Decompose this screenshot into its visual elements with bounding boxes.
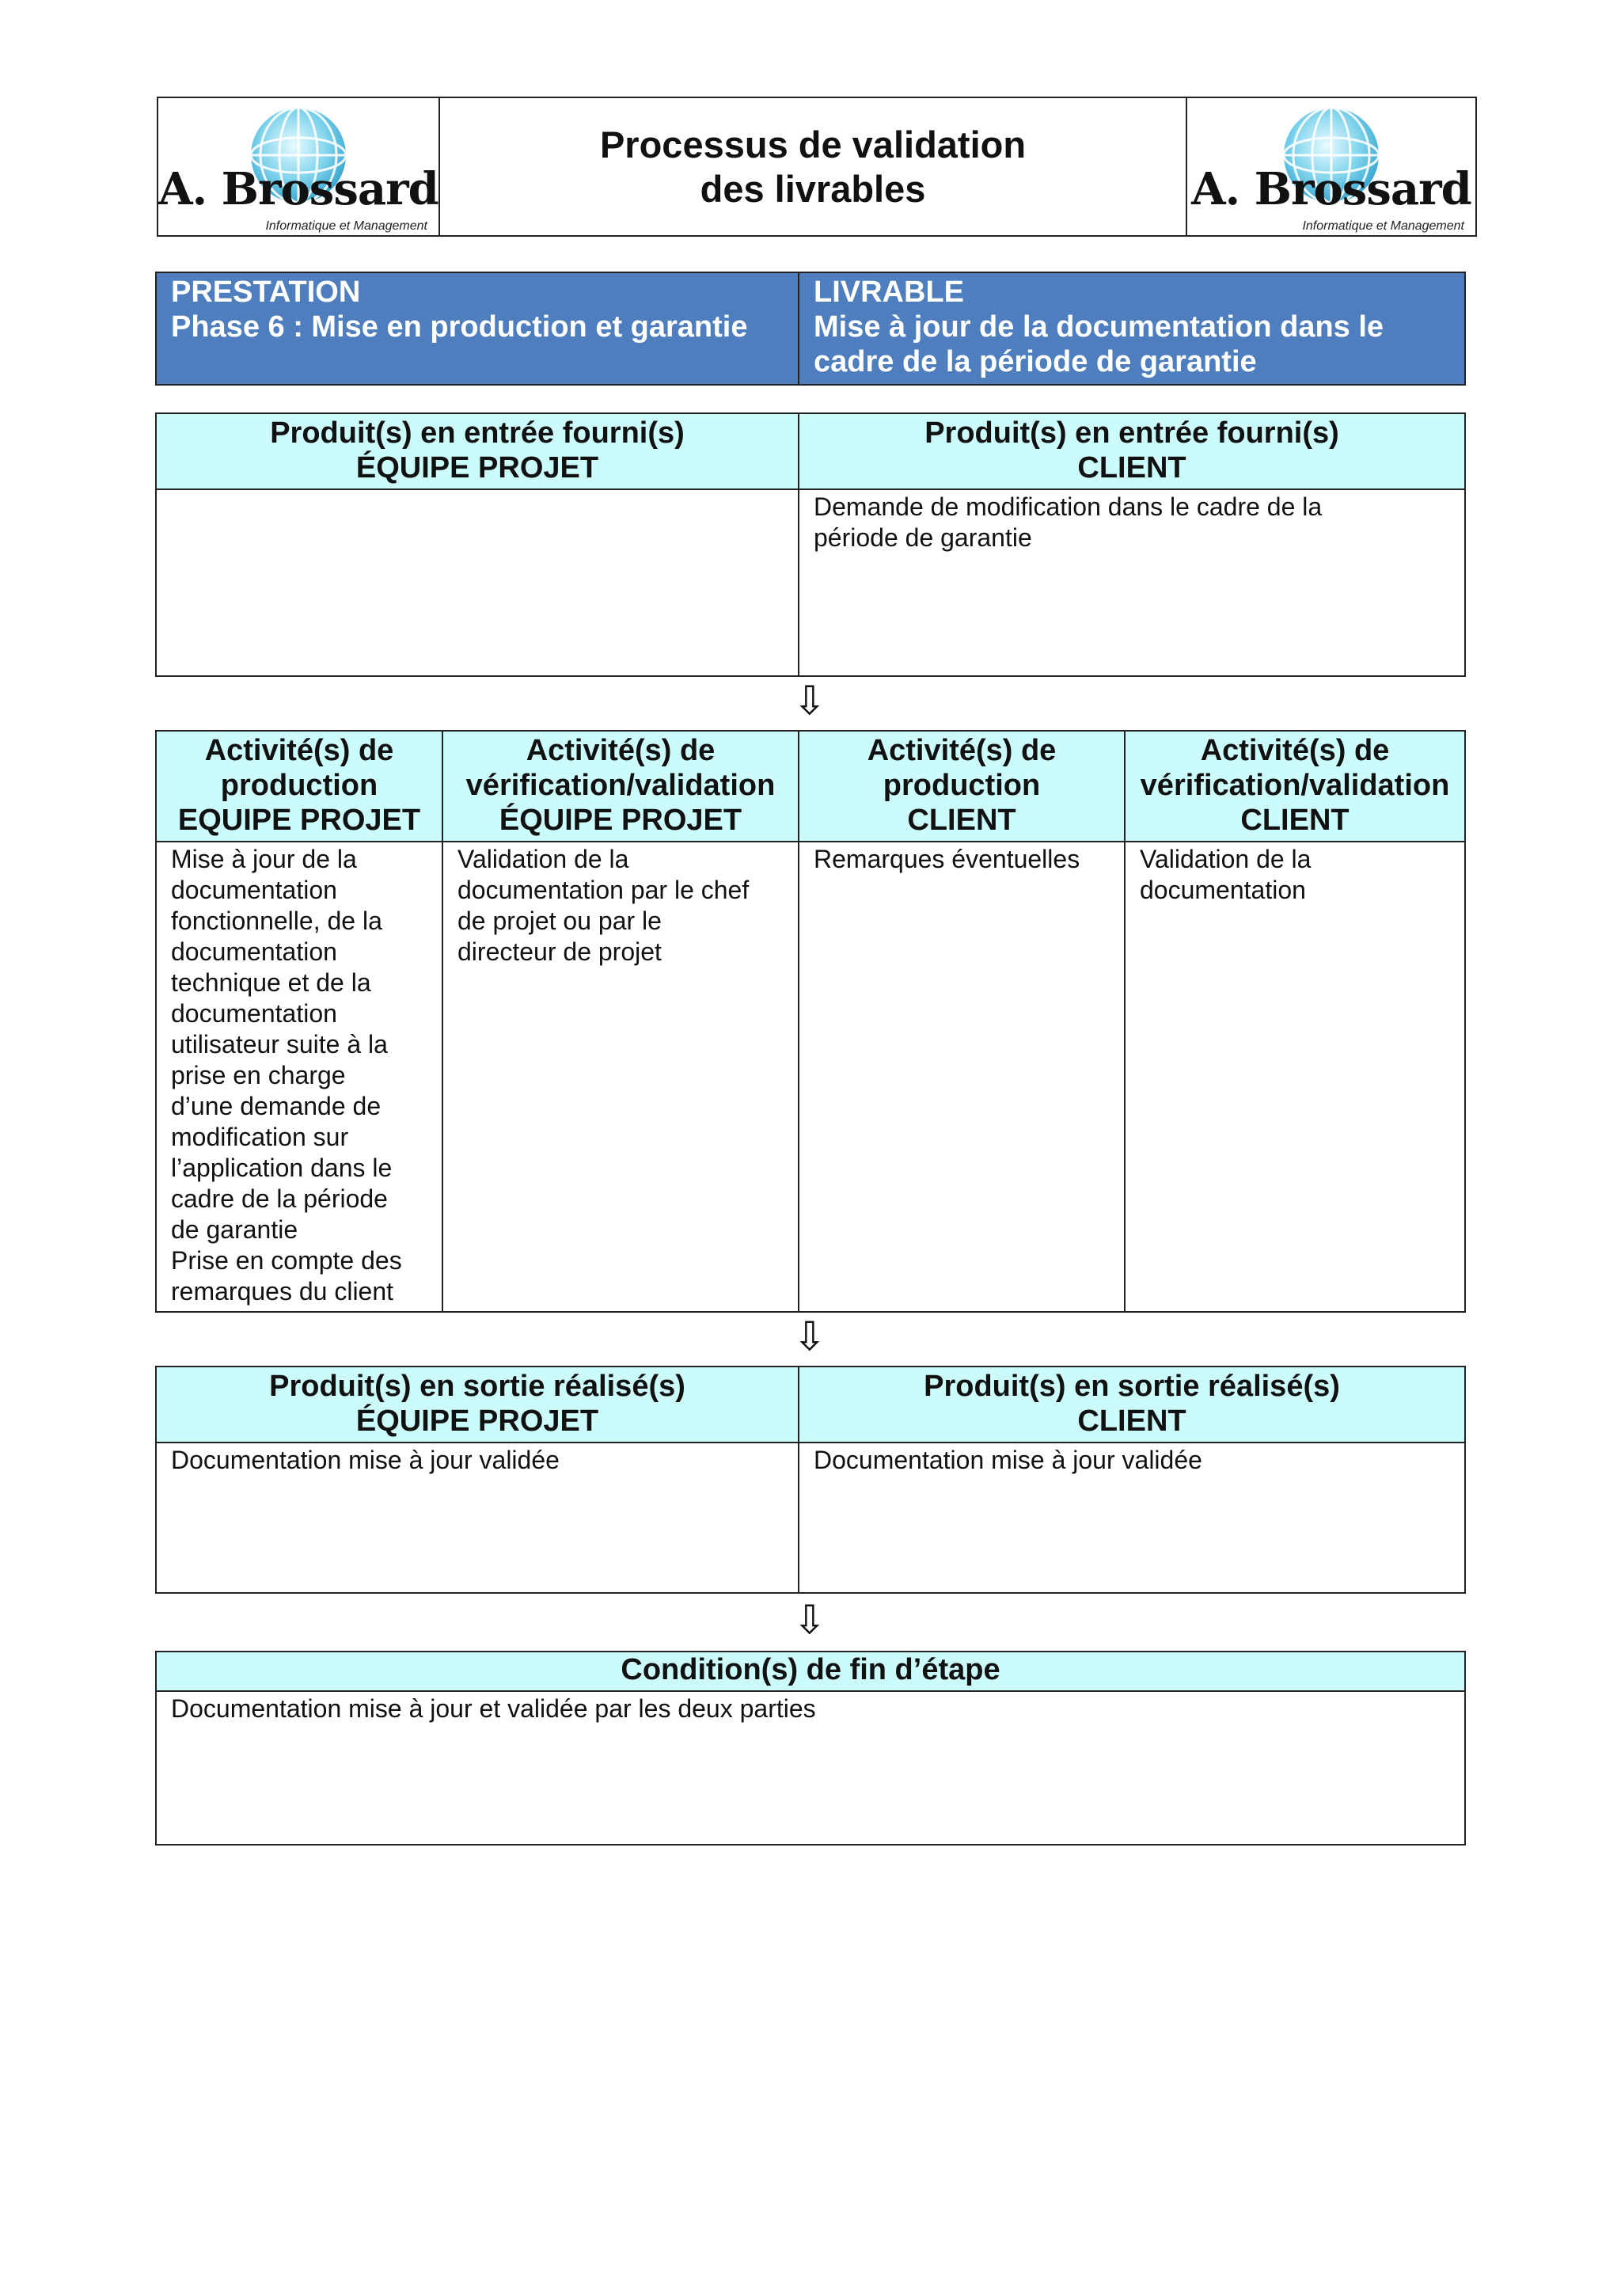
input-team-header-line1: Produit(s) en entrée fourni(s) <box>270 416 685 450</box>
output-client-value: Documentation mise à jour validée <box>799 1443 1465 1593</box>
activity-header-client-production <box>799 731 1125 842</box>
activity-header-line: production <box>883 769 1041 802</box>
text-line: fonctionnelle, de la <box>171 907 382 935</box>
text-line: technique et de la <box>171 968 371 997</box>
text-line: Remarques éventuelles <box>814 845 1080 873</box>
document-title <box>439 97 1186 236</box>
activity-header-team-validation <box>442 731 799 842</box>
output-client-header <box>799 1367 1465 1443</box>
brand-tagline-right: Informatique et Management <box>1302 219 1464 233</box>
text-line: l’application dans le <box>171 1154 393 1182</box>
activity-header-line: Activité(s) de <box>1200 734 1390 767</box>
output-team-header <box>156 1367 799 1443</box>
input-client-value-line1: Demande de modification dans le cadre de la <box>814 492 1323 521</box>
text-line: Prise en compte des <box>171 1246 402 1275</box>
text-line: documentation <box>171 999 337 1028</box>
activity-header-line: EQUIPE PROJET <box>177 804 421 837</box>
activity-team-production <box>156 842 442 1312</box>
text-line: directeur de projet <box>457 937 662 966</box>
activity-header-line: ÉQUIPE PROJET <box>499 804 742 837</box>
text-line: documentation <box>171 937 337 966</box>
text-line: modification sur <box>171 1123 349 1151</box>
input-client-header-line1: Produit(s) en entrée fourni(s) <box>924 416 1339 450</box>
brand-name-left: A. Brossard <box>158 163 438 215</box>
down-arrow-icon: ⇩ <box>793 679 826 723</box>
text-line: cadre de la période <box>171 1184 388 1213</box>
input-team-value <box>156 489 799 676</box>
prestation-livrable-banner <box>155 272 1466 386</box>
document-title-line2: des livrables <box>700 167 926 210</box>
activity-header-client-validation <box>1125 731 1465 842</box>
input-client-value-line2: période de garantie <box>814 523 1032 552</box>
livrable-cell <box>799 272 1465 385</box>
activity-header-line: vérification/validation <box>465 769 776 802</box>
activity-header-team-production <box>156 731 442 842</box>
activity-header-line: CLIENT <box>907 804 1016 837</box>
document-title-line1: Processus de validation <box>599 123 1027 165</box>
output-client-header-line2: CLIENT <box>1077 1405 1186 1438</box>
input-client-header <box>799 413 1465 489</box>
output-products-table <box>155 1366 1466 1594</box>
text-line: de garantie <box>171 1215 298 1244</box>
activity-header-line: CLIENT <box>1240 804 1350 837</box>
logo-left <box>158 97 439 236</box>
logo-right <box>1186 97 1476 236</box>
down-arrow-icon: ⇩ <box>793 1598 826 1642</box>
end-condition-value: Documentation mise à jour et validée par les deux parties <box>156 1691 1465 1845</box>
activity-header-line: Activité(s) de <box>867 734 1057 767</box>
down-arrow-icon: ⇩ <box>793 1314 826 1359</box>
input-team-header <box>156 413 799 489</box>
livrable-value-line2: cadre de la période de garantie <box>814 345 1257 378</box>
livrable-value-line1: Mise à jour de la documentation dans le <box>814 310 1384 344</box>
prestation-cell <box>156 272 799 385</box>
input-products-table <box>155 412 1466 677</box>
brand-tagline-left: Informatique et Management <box>265 219 427 233</box>
brand-name-right: A. Brossard <box>1191 163 1471 215</box>
text-line: documentation <box>1140 876 1306 904</box>
output-team-value: Documentation mise à jour validée <box>156 1443 799 1593</box>
prestation-label: PRESTATION <box>171 276 361 309</box>
input-team-header-line2: ÉQUIPE PROJET <box>355 451 599 485</box>
activity-client-validation <box>1125 842 1465 1312</box>
output-team-header-line2: ÉQUIPE PROJET <box>355 1405 599 1438</box>
text-line: utilisateur suite à la <box>171 1030 388 1059</box>
prestation-value: Phase 6 : Mise en production et garantie <box>171 310 748 344</box>
activity-header-line: Activité(s) de <box>204 734 394 767</box>
activity-header-line: production <box>220 769 378 802</box>
text-line: Validation de la <box>457 845 629 873</box>
end-condition-table <box>155 1651 1466 1846</box>
text-line: remarques du client <box>171 1277 394 1306</box>
text-line: prise en charge <box>171 1061 346 1089</box>
output-team-header-line1: Produit(s) en sortie réalisé(s) <box>269 1370 685 1403</box>
livrable-label: LIVRABLE <box>814 276 964 309</box>
activities-table <box>155 730 1466 1313</box>
activity-header-line: vérification/validation <box>1140 769 1450 802</box>
end-condition-header: Condition(s) de fin d’étape <box>156 1652 1465 1691</box>
document-header <box>157 97 1477 237</box>
text-line: Mise à jour de la <box>171 845 357 873</box>
activity-header-line: Activité(s) de <box>526 734 716 767</box>
input-client-value <box>799 489 1465 676</box>
input-client-header-line2: CLIENT <box>1077 451 1186 485</box>
text-line: Validation de la <box>1140 845 1312 873</box>
output-client-header-line1: Produit(s) en sortie réalisé(s) <box>924 1370 1340 1403</box>
activity-team-validation <box>442 842 799 1312</box>
text-line: de projet ou par le <box>457 907 662 935</box>
text-line: documentation <box>171 876 337 904</box>
text-line: d’une demande de <box>171 1092 382 1120</box>
activity-client-production <box>799 842 1125 1312</box>
text-line: documentation par le chef <box>457 876 750 904</box>
